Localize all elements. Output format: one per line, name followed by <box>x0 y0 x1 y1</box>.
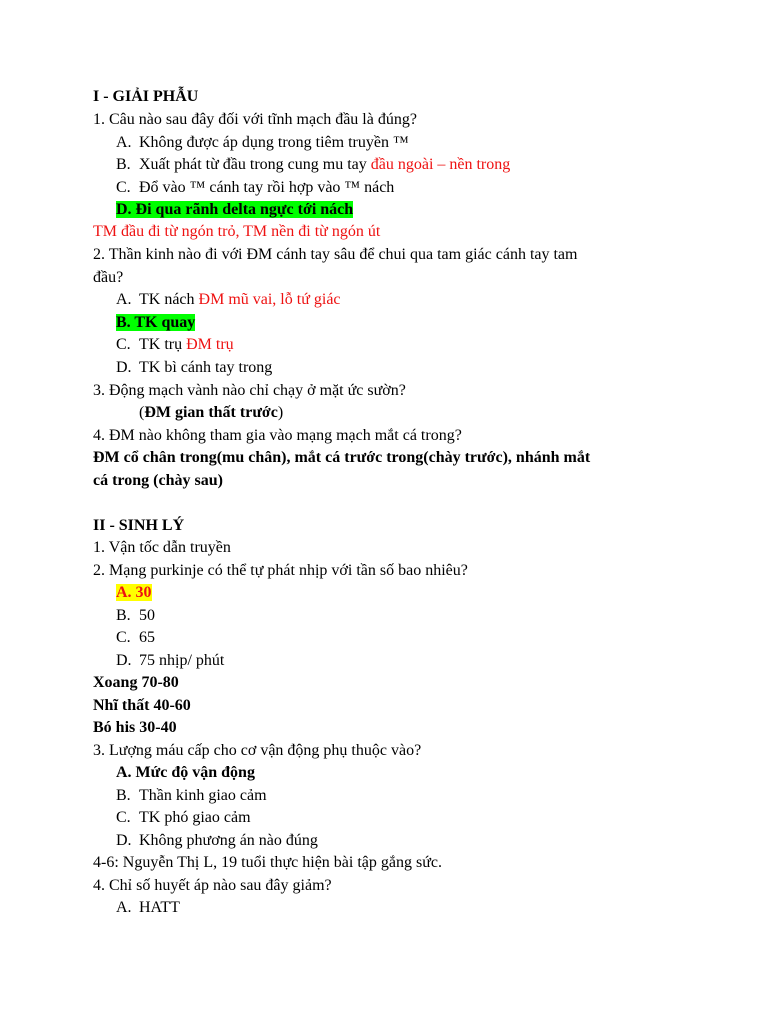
option-text: HATT <box>139 899 180 916</box>
option-text: 75 nhịp/ phút <box>139 652 225 669</box>
option-text: TK trụ <box>139 336 187 353</box>
option-c <box>116 628 155 648</box>
option-c <box>116 808 251 828</box>
note-av: Nhĩ thất 40-60 <box>93 697 191 714</box>
question-1: 1. Câu nào sau đây đối với tĩnh mạch đầu là đúng? <box>93 111 417 128</box>
option-b-correct <box>116 313 195 333</box>
option-a <box>116 133 409 153</box>
question-2: 2. Mạng purkinje có thể tự phát nhịp với tần số bao nhiêu? <box>93 562 468 579</box>
answer-text: ĐM gian thất trước <box>144 404 278 421</box>
option-b <box>116 155 510 175</box>
paren-close: ) <box>277 404 284 421</box>
option-text: 65 <box>139 629 155 646</box>
option-text: 50 <box>139 607 155 624</box>
option-letter: A. <box>116 134 132 151</box>
question-2: 2. Thần kinh nào đi với ĐM cánh tay sâu để chui qua tam giác cánh tay tam <box>93 246 578 263</box>
highlighted-answer: A. 30 <box>116 584 152 601</box>
answer-4-line2: cá trong (chày sau) <box>93 472 223 489</box>
red-note: ĐM trụ <box>186 336 234 353</box>
option-b <box>116 786 267 806</box>
question-2-cont: đầu? <box>93 269 124 286</box>
note-red: TM đầu đi từ ngón trỏ, TM nền đi từ ngón út <box>93 223 381 240</box>
option-letter: B. <box>116 787 131 804</box>
case-statement: 4-6: Nguyễn Thị L, 19 tuổi thực hiện bài tập gắng sức. <box>93 854 442 871</box>
option-letter: D. <box>116 359 132 376</box>
option-text: Đổ vào ™ cánh tay rồi hợp vào ™ nách <box>139 179 395 196</box>
answer-4-line1: ĐM cổ chân trong(mu chân), mắt cá trước trong(chày trước), nhánh mắt <box>93 449 591 466</box>
option-letter: A. <box>116 899 132 916</box>
option-letter: B. <box>116 607 131 624</box>
highlighted-answer: B. TK quay <box>116 314 196 331</box>
option-d <box>116 358 272 378</box>
option-text: Không được áp dụng trong tiêm truyền ™ <box>139 134 409 151</box>
option-c <box>116 335 234 355</box>
question-1: 1. Vận tốc dẫn truyền <box>93 539 231 556</box>
option-a <box>116 290 341 310</box>
paren-open: ( <box>139 404 145 421</box>
option-text: TK nách <box>139 291 199 308</box>
option-a-correct: A. Mức độ vận động <box>116 764 255 781</box>
option-text: TK bì cánh tay trong <box>139 359 273 376</box>
option-letter: C. <box>116 629 131 646</box>
option-text: TK phó giao cảm <box>139 809 251 826</box>
answer-3 <box>139 403 283 423</box>
section-heading-anatomy: I - GIẢI PHẪU <box>93 88 199 105</box>
option-letter: D. <box>116 832 132 849</box>
question-4: 4. ĐM nào không tham gia vào mạng mạch mắt cá trong? <box>93 427 462 444</box>
red-note: ĐM mũ vai, lỗ tứ giác <box>198 291 341 308</box>
option-text: Không phương án nào đúng <box>139 832 318 849</box>
red-note: đầu ngoài – nền trong <box>370 156 511 173</box>
option-b <box>116 606 155 626</box>
option-a-correct <box>116 583 152 603</box>
highlighted-answer: D. Đi qua rãnh delta ngực tới nách <box>116 201 354 218</box>
question-4: 4. Chỉ số huyết áp nào sau đây giảm? <box>93 877 332 894</box>
note-sinus: Xoang 70-80 <box>93 674 179 691</box>
option-letter: C. <box>116 179 131 196</box>
option-letter: C. <box>116 336 131 353</box>
option-letter: A. <box>116 291 132 308</box>
question-3: 3. Động mạch vành nào chỉ chạy ở mặt ức sườn? <box>93 382 406 399</box>
option-text: Xuất phát từ đầu trong cung mu tay <box>139 156 371 173</box>
section-heading-physiology: II - SINH LÝ <box>93 517 185 534</box>
option-d-correct <box>116 200 353 220</box>
option-letter: D. <box>116 652 132 669</box>
option-letter: C. <box>116 809 131 826</box>
question-3: 3. Lượng máu cấp cho cơ vận động phụ thuộc vào? <box>93 742 422 759</box>
option-d <box>116 831 318 851</box>
option-text: Thần kinh giao cảm <box>139 787 267 804</box>
note-his: Bó his 30-40 <box>93 719 177 736</box>
option-letter: B. <box>116 156 131 173</box>
option-a <box>116 898 180 918</box>
option-c <box>116 178 394 198</box>
option-d <box>116 651 224 671</box>
